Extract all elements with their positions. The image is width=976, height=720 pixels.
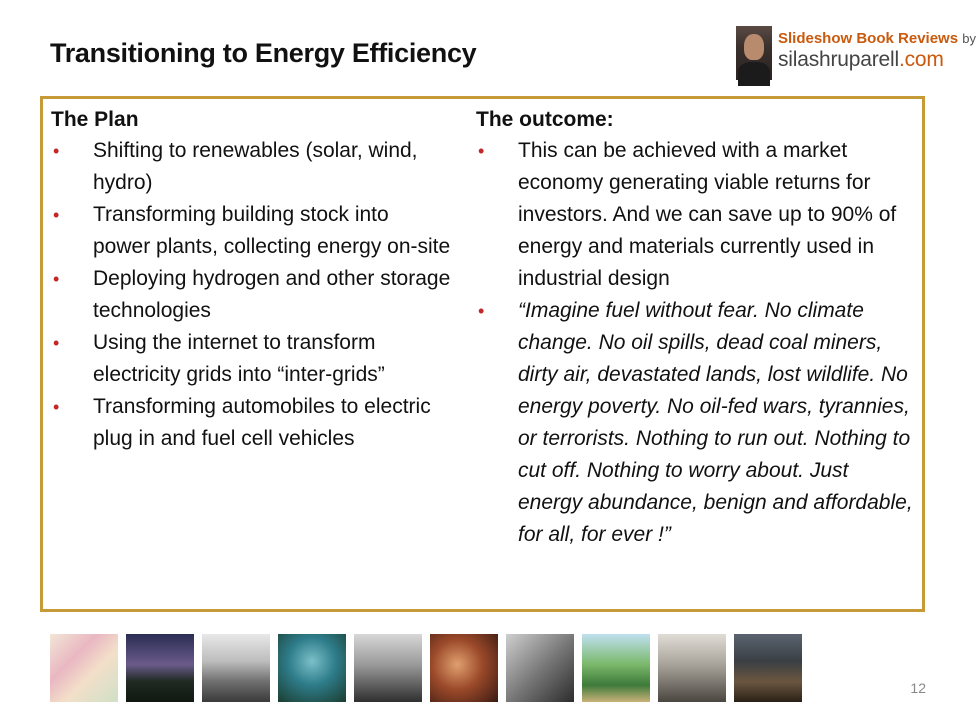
brand-logo [736,26,976,80]
figure-painting-thumbnail [278,634,346,702]
outcome-list [476,135,916,551]
plan-list [51,135,451,455]
plan-column [51,105,451,455]
bullet-icon: • [53,333,60,353]
brand-domain-suffix: .com [898,48,944,71]
author-photo [736,26,772,80]
portrait-painting-thumbnail [430,634,498,702]
engraving-portrait-thumbnail [658,634,726,702]
brand-domain [778,48,944,72]
workers-photo-thumbnail [506,634,574,702]
batter-photo-thumbnail [354,634,422,702]
plan-heading: The Plan [51,108,139,131]
outcome-item: • This can be achieved with a market economy generating viable returns for investors. And we can save up to 90% of energy and materials currently used in industrial design [476,135,916,295]
bullet-icon: • [53,269,60,289]
brand-tagline-by: by [962,31,976,46]
brand-domain-name: silashruparell [778,48,899,71]
outcome-heading: The outcome: [476,108,614,131]
outcome-column [476,105,916,551]
page-number: 12 [910,680,926,696]
storm-painting-thumbnail [734,634,802,702]
plan-item: • Shifting to renewables (solar, wind, hydro) [51,135,451,199]
plan-item: • Using the internet to transform electricity grids into “inter-grids” [51,327,451,391]
outcome-quote-item: • “Imagine fuel without fear. No climate change. No oil spills, dead coal miners, dirty air, devastated lands, lost wildlife. No energy poverty. No oil-fed wars, tyrannies, or terrorists. Nothing to run out. Nothing to cut off. Nothing to worry about. Just energy abundance, benign and affordable, for all, for ever !” [476,295,916,551]
map-thumbnail [50,634,118,702]
city-night-thumbnail [126,634,194,702]
plan-item: • Transforming building stock into power plants, collecting energy on-site [51,199,451,263]
brand-tagline-text: Slideshow Book Reviews [778,30,959,47]
brand-tagline [778,30,976,47]
street-photo-thumbnail [202,634,270,702]
bullet-icon: • [53,205,60,225]
content-frame [40,96,925,612]
bullet-icon: • [478,141,485,161]
slide-title: Transitioning to Energy Efficiency [50,38,477,68]
green-city-thumbnail [582,634,650,702]
bullet-icon: • [53,141,60,161]
plan-item: • Transforming automobiles to electric plug in and fuel cell vehicles [51,391,451,455]
bullet-icon: • [478,301,485,321]
bullet-icon: • [53,397,60,417]
plan-item: • Deploying hydrogen and other storage technologies [51,263,451,327]
